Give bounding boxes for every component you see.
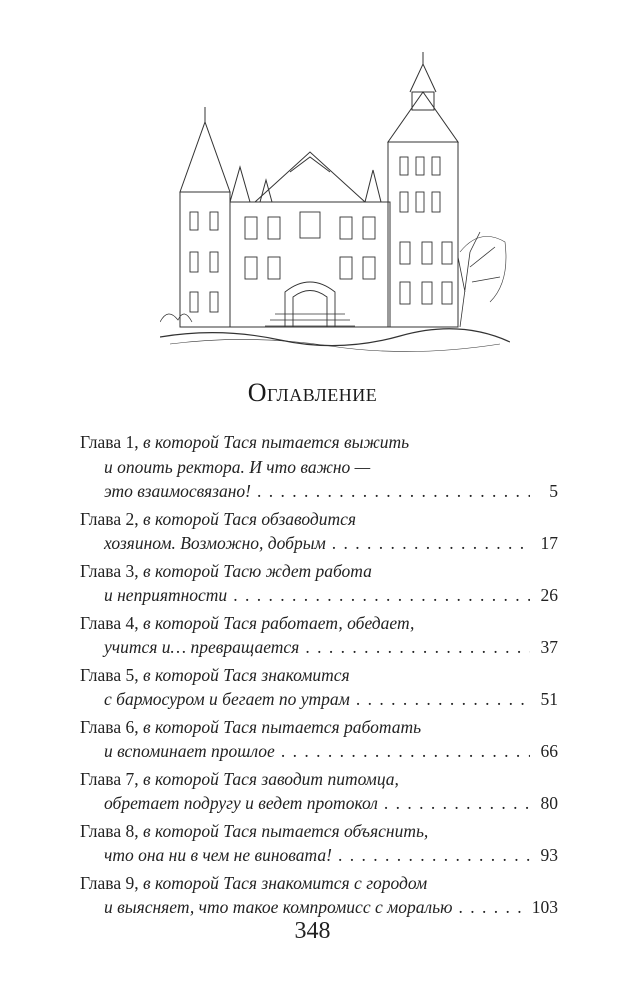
leader-dots (356, 687, 530, 712)
chapter-title-line: это взаимосвязано! (104, 481, 251, 501)
toc-entry (80, 663, 558, 712)
toc-entry (80, 559, 558, 608)
chapter-title-line: в которой Тася работает, обедает, (142, 612, 415, 633)
toc-line (80, 479, 558, 504)
chapter-title-line: в которой Тася знакомится с городом (142, 872, 428, 893)
toc-line (80, 843, 558, 868)
toc-entry (80, 611, 558, 660)
chapter-title-line: и неприятности (104, 585, 228, 605)
toc-line (80, 791, 558, 816)
toc-line (80, 895, 558, 920)
chapter-page: 5 (549, 481, 558, 501)
chapter-page: 66 (540, 741, 558, 761)
chapter-title-line: и опоить ректора. И что важно — (104, 456, 371, 477)
toc-line (80, 531, 558, 556)
leader-dots (458, 895, 525, 920)
chapter-title-line: с бармосуром и бегает по утрам (104, 689, 350, 709)
toc-line (80, 687, 558, 712)
chapter-label: Глава 4, (80, 612, 139, 633)
chapter-page: 51 (540, 689, 558, 709)
toc-line (80, 559, 558, 584)
toc-entry (80, 507, 558, 556)
chapter-title-line: в которой Тася знакомится (142, 664, 350, 685)
page-title: Оглавление (247, 378, 378, 407)
chapter-title-line: и вспоминает прошлое (104, 741, 275, 761)
chapter-title-line: обретает подругу и ведет протокол (104, 793, 378, 813)
toc-line (80, 715, 558, 740)
chapter-label: Глава 2, (80, 508, 139, 529)
toc-entry (80, 715, 558, 764)
castle-illustration (160, 52, 510, 352)
toc-entry (80, 767, 558, 816)
chapter-page: 80 (540, 793, 558, 813)
chapter-label: Глава 5, (80, 664, 139, 685)
toc-line (80, 739, 558, 764)
toc-line (80, 583, 558, 608)
toc-line (80, 767, 558, 792)
chapter-title-line: в которой Тася заводит питомца, (142, 768, 399, 789)
toc-line (80, 635, 558, 660)
leader-dots (281, 739, 530, 764)
chapter-title-line: в которой Тася пытается работать (142, 716, 422, 737)
chapter-title-line: в которой Тася пытается объяснить, (142, 820, 429, 841)
table-of-contents (80, 430, 558, 923)
chapter-label: Глава 3, (80, 560, 139, 581)
toc-line (80, 871, 558, 896)
chapter-page: 103 (531, 897, 558, 917)
chapter-title-line: в которой Тася пытается выжить (142, 432, 410, 452)
leader-dots (257, 479, 530, 504)
chapter-title-line: хозяином. Возможно, добрым (104, 533, 326, 553)
chapter-page: 93 (540, 845, 558, 865)
chapter-title-line: что она ни в чем не виновата! (104, 845, 332, 865)
leader-dots (384, 791, 530, 816)
leader-dots (332, 531, 530, 556)
toc-entry (80, 871, 558, 920)
chapter-title-line: учится и… превращается (104, 637, 300, 657)
chapter-page: 37 (540, 637, 558, 657)
chapter-label: Глава 7, (80, 768, 139, 789)
leader-dots (338, 843, 530, 868)
chapter-label: Глава 9, (80, 872, 139, 893)
chapter-label: Глава 1, (80, 432, 139, 452)
chapter-title-line: и выясняет, что такое компромисс с моралью (104, 897, 453, 917)
toc-line (80, 611, 558, 636)
chapter-label: Глава 8, (80, 820, 139, 841)
chapter-label: Глава 6, (80, 716, 139, 737)
chapter-title-line: в которой Тася обзаводится (142, 508, 357, 529)
toc-line (80, 663, 558, 688)
chapter-page: 26 (540, 585, 558, 605)
toc-entry (80, 819, 558, 868)
toc-line (80, 507, 558, 532)
chapter-title-line: в которой Тасю ждет работа (142, 560, 372, 581)
leader-dots (305, 635, 530, 660)
toc-entry (80, 430, 558, 504)
page-number: 348 (294, 918, 331, 944)
toc-line (80, 455, 558, 480)
toc-line (80, 819, 558, 844)
leader-dots (233, 583, 530, 608)
toc-line (80, 430, 558, 455)
chapter-page: 17 (540, 533, 558, 553)
